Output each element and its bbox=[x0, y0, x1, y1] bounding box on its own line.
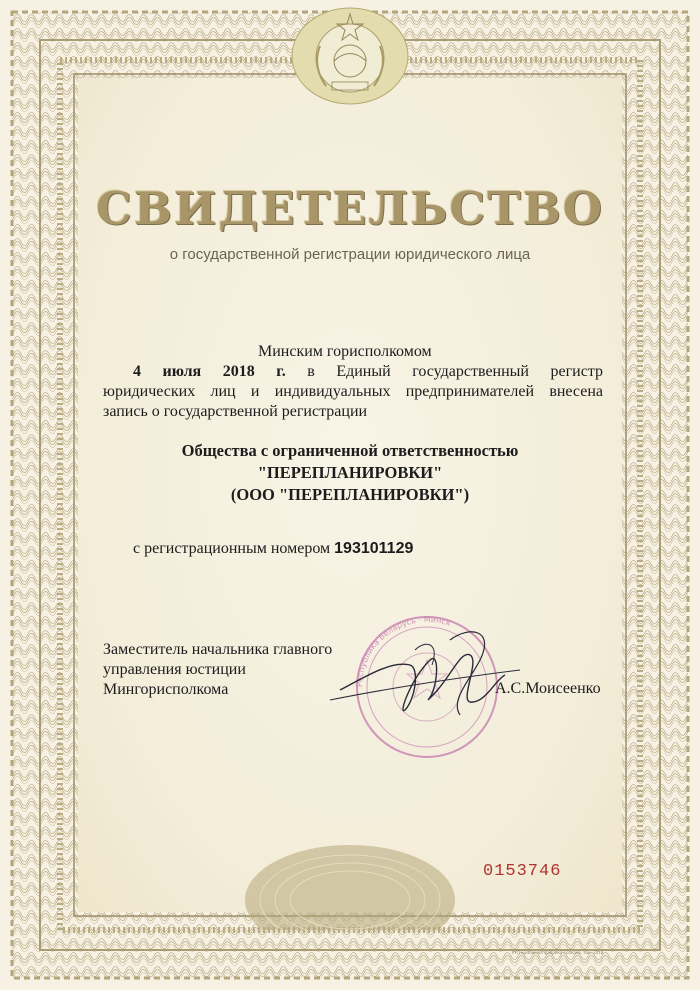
signatory-name: А.С.Моисеенко bbox=[495, 680, 601, 697]
signatory-position-2: управления юстиции bbox=[103, 661, 246, 678]
entry-text-2: юридических лиц и индивидуальных предпринимателей внесена bbox=[103, 383, 603, 400]
printer-note: РУП Бумажная фабрика Гознака. Зак. 2018 bbox=[512, 950, 604, 955]
organization-type: Общества с ограниченной ответственностью bbox=[181, 441, 519, 460]
organization-name: "ПЕРЕПЛАНИРОВКИ" bbox=[257, 463, 443, 482]
guilloche-rosette bbox=[240, 830, 460, 930]
signatory-position-3: Мингорисполкома bbox=[103, 681, 229, 698]
registrar-line: Минским горисполкомом bbox=[258, 343, 432, 360]
stamp-text: Республика Беларусь · Минск bbox=[354, 614, 453, 688]
registration-date: 4 июля 2018 г. bbox=[133, 363, 286, 380]
state-emblem-icon bbox=[290, 6, 410, 106]
registration-line bbox=[133, 540, 413, 558]
registration-number: 193101129 bbox=[334, 540, 414, 557]
registration-label: с регистрационным номером bbox=[133, 540, 331, 557]
serial-number: 0153746 bbox=[483, 862, 562, 881]
entry-text-3: запись о государственной регистрации bbox=[103, 403, 368, 420]
date-line bbox=[103, 362, 603, 382]
handwritten-signature bbox=[320, 620, 530, 730]
certificate-subtitle: о государственной регистрации юридического лица bbox=[169, 246, 531, 263]
organization-short-name: (ООО "ПЕРЕПЛАНИРОВКИ") bbox=[230, 485, 470, 504]
signatory-position-1: Заместитель начальника главного bbox=[103, 641, 333, 658]
certificate-title: СВИДЕТЕЛЬСТВО bbox=[96, 182, 604, 235]
entry-text-1: в Единый государственный регистр bbox=[307, 363, 604, 380]
